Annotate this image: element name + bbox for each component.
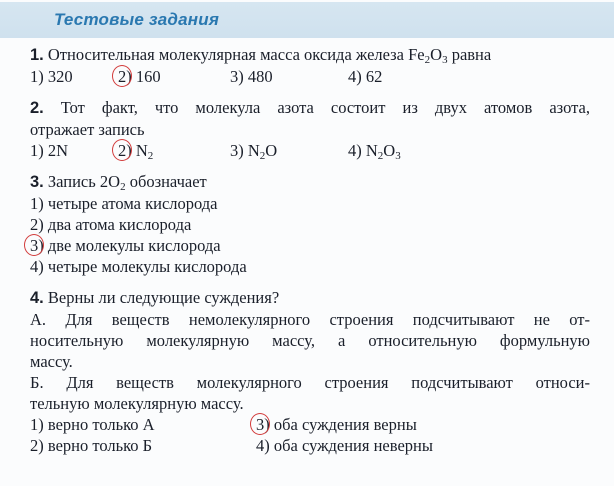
answer-circle: 2) [118, 67, 132, 86]
option-4[interactable]: 4) 62 [348, 67, 383, 86]
question-number: 1. [30, 46, 44, 64]
question-number: 2. [30, 99, 44, 117]
option-1[interactable]: 1) четыре атома кислорода [30, 194, 218, 213]
option-2[interactable]: 2) верно только Б [30, 436, 153, 455]
option-2[interactable]: 2) два атома кислорода [30, 215, 192, 234]
question-4-options-row-1 [30, 414, 590, 435]
option-2-selected[interactable]: 2) 160 [118, 67, 161, 86]
option-3[interactable]: 3) $N_2O$ [230, 141, 278, 162]
question-number: 3. [30, 173, 44, 191]
question-3 [30, 171, 590, 277]
answer-circle: 3) [30, 236, 44, 255]
answer-circle: 2) [118, 141, 132, 160]
option-1[interactable]: 1) 2N [30, 141, 69, 160]
statement-b-line-2: тельную молекулярную массу. [30, 394, 244, 413]
question-1-options [30, 66, 590, 87]
option-3[interactable]: 3) 480 [230, 67, 273, 86]
question-4-text: 4. Верны ли следующие суждения? [30, 288, 280, 307]
option-4[interactable]: 4) оба суждения неверны [256, 436, 433, 455]
option-1[interactable]: 1) 320 [30, 67, 73, 86]
option-4[interactable]: 4) четыре молекулы кислорода [30, 257, 247, 276]
statement-b-line-1: Б. Для веществ молекулярного строения подсчитывают относи- [30, 373, 590, 392]
question-4-options-row-2 [30, 435, 590, 456]
option-2-selected[interactable]: 2) $N_2$ [118, 141, 154, 162]
option-3-selected[interactable]: 3) две молекулы кислорода [30, 236, 221, 255]
option-3-selected[interactable]: 3) оба суждения верны [256, 415, 417, 434]
statement-a-line-2: носительную молекулярную массу, а относительную формульную [30, 331, 590, 350]
option-1[interactable]: 1) верно только А [30, 415, 155, 434]
question-3-text: 3. Запись $2O_2$ обозначает [30, 172, 207, 193]
question-1-text: 1. Относительная молекулярная масса оксида железа $Fe_2O_3$ равна [30, 45, 492, 66]
question-4 [30, 287, 590, 456]
statement-a-line-1: А. Для веществ немолекулярного строения подсчитывают не от- [30, 310, 590, 329]
section-title: Тестовые задания [54, 10, 220, 29]
question-1 [30, 44, 590, 87]
test-questions [30, 44, 590, 456]
header-band [0, 2, 614, 38]
statement-a-line-3: массу. [30, 352, 73, 371]
question-2-options [30, 140, 590, 161]
option-4[interactable]: 4) $N_2O_3$ [348, 141, 401, 162]
question-2-line-1: 2. Тот факт, что молекула азота состоит из двух атомов азота, [30, 98, 590, 117]
answer-circle: 3) [256, 415, 270, 434]
question-2 [30, 97, 590, 161]
question-2-line-2: отражает запись [30, 120, 145, 139]
question-number: 4. [30, 289, 44, 307]
